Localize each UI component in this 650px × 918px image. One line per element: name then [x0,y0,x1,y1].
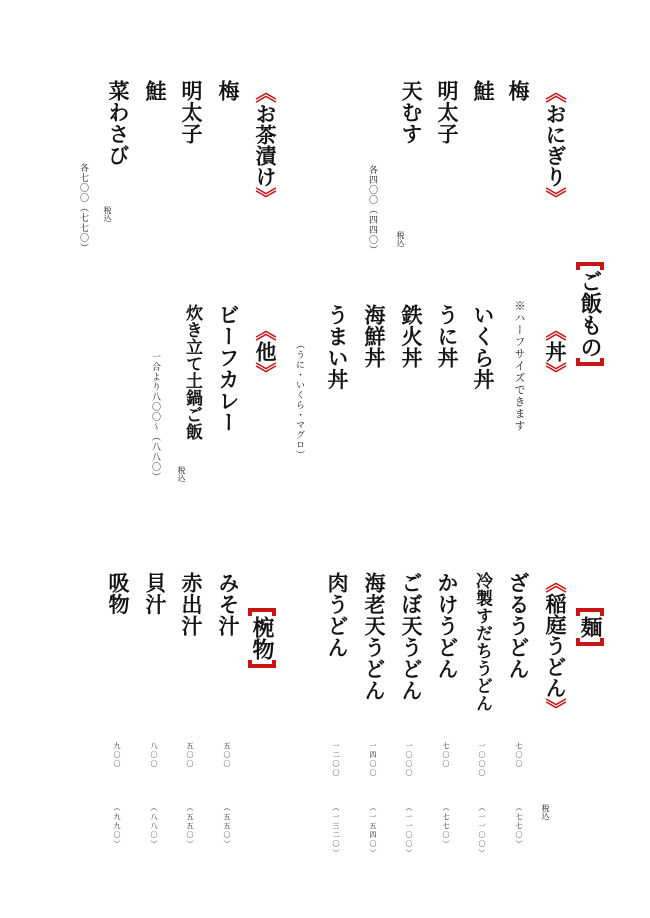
udon-price-tax-ebi-ten: （一五四〇） [369,804,377,858]
noodles-section-title: 麺 [576,608,604,646]
don-item-umai: うまい丼 [325,304,350,390]
udon-price-ebi-ten: 一四〇〇 [369,742,377,778]
onigiri-item-mentaiko: 明太子 [435,80,460,145]
close-bracket: 》 [543,187,568,208]
close-bracket: 》 [543,698,568,719]
close-bracket: 》 [543,362,568,383]
udon-item-sudachi: 冷製すだちうどん [472,572,492,712]
soup-price-kaijiru: 八〇〇 [150,742,158,769]
onigiri-heading: 《おにぎり》 [543,82,568,208]
soup-price-tax-suimono: （九九〇） [113,804,121,849]
onigiri-item-sake: 鮭 [471,80,496,102]
chazuke-item-sake: 鮭 [143,80,168,102]
open-bracket: 《 [253,82,278,103]
udon-price-sudachi: 一〇〇〇 [478,742,486,778]
chazuke-price: 各七〇〇（七七〇） [78,163,88,253]
soup-price-tax-miso: （五五〇） [223,804,231,849]
don-item-tekka: 鉄火丼 [399,304,424,369]
onigiri-item-tenmusu: 天むす [399,80,424,145]
soup-price-akadashi: 五〇〇 [186,742,194,769]
don-item-kaisen: 海鮮丼 [362,304,387,369]
open-bracket: 《 [543,320,568,341]
chazuke-item-ume: 梅 [216,80,241,102]
other-item-donabe-rice: 炊き立て土鍋ご飯 [182,304,202,440]
soup-price-tax-kaijiru: （八八〇） [150,804,158,849]
other-heading: 《他》 [253,320,278,383]
close-bracket: 》 [253,187,278,208]
chazuke-heading: 《お茶漬け》 [253,82,278,208]
udon-price-gobo-ten: 一〇〇〇 [405,742,413,778]
soup-price-suimono: 九〇〇 [113,742,121,769]
onigiri-item-ume: 梅 [506,80,531,102]
udon-item-ebi-ten: 海老天うどん [362,572,387,701]
chazuke-tax-label: 税込 [103,206,112,222]
soup-item-suimono: 吸物 [106,572,131,615]
umai-don-note: （うに・いくら・マグロ） [294,340,304,460]
udon-item-zaru: ざるうどん [506,572,531,680]
onigiri-price: 各四〇〇（四四〇） [367,165,377,255]
open-bracket: 《 [253,320,278,341]
udon-price-kake: 七〇〇 [442,742,450,769]
soup-section-title: 椀物 [248,608,276,668]
other-tax-label: 税込 [177,466,186,482]
udon-item-niku: 肉うどん [325,572,350,658]
udon-price-niku: 一二〇〇 [332,742,340,778]
noodles-tax-label: 税込 [541,804,550,820]
don-heading: 《丼》 [543,320,568,383]
open-bracket: 《 [543,572,568,593]
udon-price-tax-kake: （七七〇） [442,804,450,849]
soup-item-miso: みそ汁 [216,572,241,637]
don-item-uni: うに丼 [435,304,460,369]
udon-item-gobo-ten: ごぼ天うどん [399,572,424,701]
inaniwa-udon-heading: 《稲庭うどん》 [543,572,568,719]
other-item-beef-curry: ビーフカレー [216,304,241,433]
chazuke-item-nawasabi: 菜わさび [106,80,131,166]
soup-price-miso: 五〇〇 [223,742,231,769]
don-item-ikura: いくら丼 [471,304,496,390]
onigiri-tax-label: 税込 [396,231,405,247]
soup-item-akadashi: 赤出汁 [179,572,204,637]
don-half-size-note: ※ハーフサイズできます [513,300,526,432]
udon-price-tax-sudachi: （一一〇〇） [478,804,486,858]
soup-price-tax-akadashi: （五五〇） [186,804,194,849]
other-price: 一合より八〇〇～（八八〇） [150,352,160,482]
udon-item-kake: かけうどん [435,572,460,680]
close-bracket: 》 [253,362,278,383]
rice-section-title: ご飯もの [576,262,604,366]
udon-price-zaru: 七〇〇 [515,742,523,769]
chazuke-item-mentaiko: 明太子 [179,80,204,145]
udon-price-tax-gobo-ten: （一一〇〇） [405,804,413,858]
open-bracket: 《 [543,82,568,103]
udon-price-tax-zaru: （七七〇） [515,804,523,849]
udon-price-tax-niku: （一三二〇） [332,804,340,858]
soup-item-kaijiru: 貝汁 [143,572,168,615]
